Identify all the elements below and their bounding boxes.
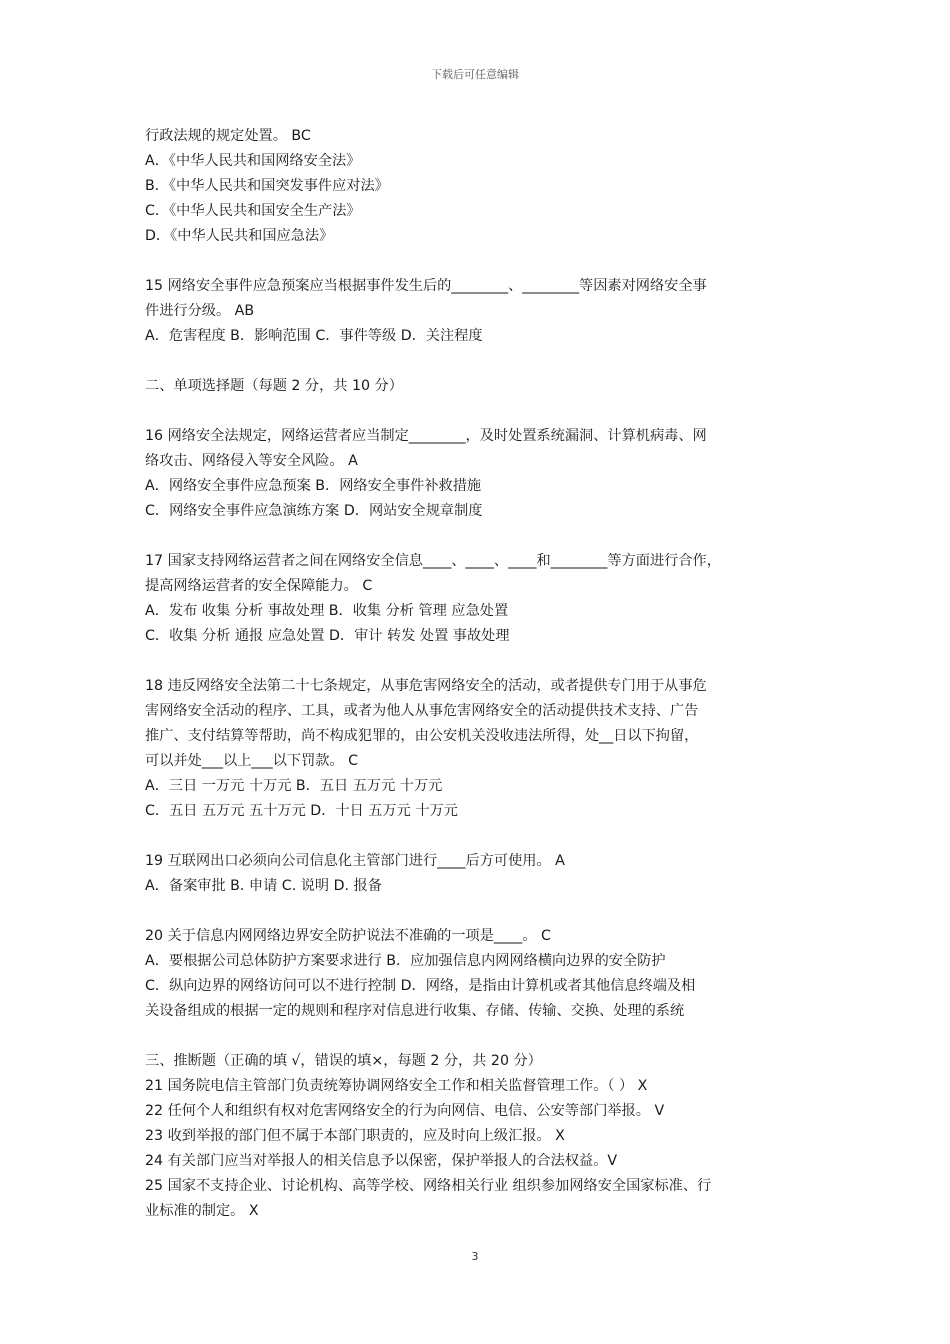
option: D．《中华人民共和国应急法》	[145, 228, 334, 244]
document-body	[145, 124, 815, 1224]
option: A．备案审批 B. 申请 C. 说明 D. 报备	[145, 878, 382, 894]
option: A．发布 收集 分析 事故处理 B．收集 分析 管理 应急处置	[145, 603, 509, 619]
question-16: 16 网络安全法规定，网络运营者应当制定________，及时处置系统漏洞、计算机病毒、网	[145, 428, 707, 444]
judgment-21: 21 国务院电信主管部门负责统筹协调网络安全工作和相关监督管理工作。（ ） X	[145, 1078, 648, 1094]
judgment-25-cont: 业标准的制定。 X	[145, 1203, 259, 1219]
option: 关设备组成的根据一定的规则和程序对信息进行收集、存储、传输、交换、处理的系统	[145, 1003, 685, 1019]
question-17-cont: 提高网络运营者的安全保障能力。 C	[145, 578, 373, 594]
judgment-23: 23 收到举报的部门但不属于本部门职责的，应及时向上级汇报。 X	[145, 1128, 565, 1144]
judgment-22: 22 任何个人和组织有权对危害网络安全的行为向网信、电信、公安等部门举报。 V	[145, 1103, 665, 1119]
question-18-cont: 推广、支付结算等帮助，尚不构成犯罪的，由公安机关没收违法所得，处__日以下拘留，	[145, 728, 699, 744]
question-16-cont: 络攻击、网络侵入等安全风险。 A	[145, 453, 358, 469]
section-title: 二、单项选择题（每题 2 分，共 10 分）	[145, 378, 403, 394]
option: B．《中华人民共和国突发事件应对法》	[145, 178, 389, 194]
option: C．《中华人民共和国安全生产法》	[145, 203, 361, 219]
page-header: 下载后可任意编辑	[431, 68, 519, 81]
option: A．三日 一万元 十万元 B．五日 五万元 十万元	[145, 778, 443, 794]
question-15-cont: 件进行分级。 AB	[145, 303, 255, 319]
judgment-24: 24 有关部门应当对举报人的相关信息予以保密，保护举报人的合法权益。V	[145, 1153, 618, 1169]
option: A．要根据公司总体防护方案要求进行 B．应加强信息内网网络横向边界的安全防护	[145, 953, 666, 969]
question-19: 19 互联网出口必须向公司信息化主管部门进行____后方可使用。 A	[145, 853, 565, 869]
judgment-25: 25 国家不支持企业、讨论机构、高等学校、网络相关行业 组织参加网络安全国家标准、行	[145, 1178, 712, 1194]
page-number: 3	[471, 1250, 479, 1263]
option: A．网络安全事件应急预案 B．网络安全事件补救措施	[145, 478, 482, 494]
question-18-cont: 可以并处___以上___以下罚款。 C	[145, 753, 359, 769]
option: C．网络安全事件应急演练方案 D．网站安全规章制度	[145, 503, 483, 519]
option: C．纵向边界的网络访问可以不进行控制 D．网络，是指由计算机或者其他信息终端及相	[145, 978, 696, 994]
question-stem: 行政法规的规定处置。 BC	[145, 128, 311, 144]
question-15: 15 网络安全事件应急预案应当根据事件发生后的________、________等因素对网络安全事	[145, 278, 707, 294]
question-20: 20 关于信息内网网络边界安全防护说法不准确的一项是____。 C	[145, 928, 551, 944]
question-18: 18 违反网络安全法第二十七条规定，从事危害网络安全的活动，或者提供专门用于从事危	[145, 678, 707, 694]
option: C．五日 五万元 五十万元 D．十日 五万元 十万元	[145, 803, 458, 819]
section-title: 三、推断题（正确的填 √，错误的填×，每题 2 分，共 20 分）	[145, 1053, 542, 1069]
option: C．收集 分析 通报 应急处置 D．审计 转发 处置 事故处理	[145, 628, 510, 644]
option: A．危害程度 B．影响范围 C．事件等级 D．关注程度	[145, 328, 483, 344]
question-18-cont: 害网络安全活动的程序、工具，或者为他人从事危害网络安全的活动提供技术支持、广告	[145, 703, 699, 719]
option: A．《中华人民共和国网络安全法》	[145, 153, 361, 169]
question-17: 17 国家支持网络运营者之间在网络安全信息____、____、____和________等方面进行合作，	[145, 553, 721, 569]
